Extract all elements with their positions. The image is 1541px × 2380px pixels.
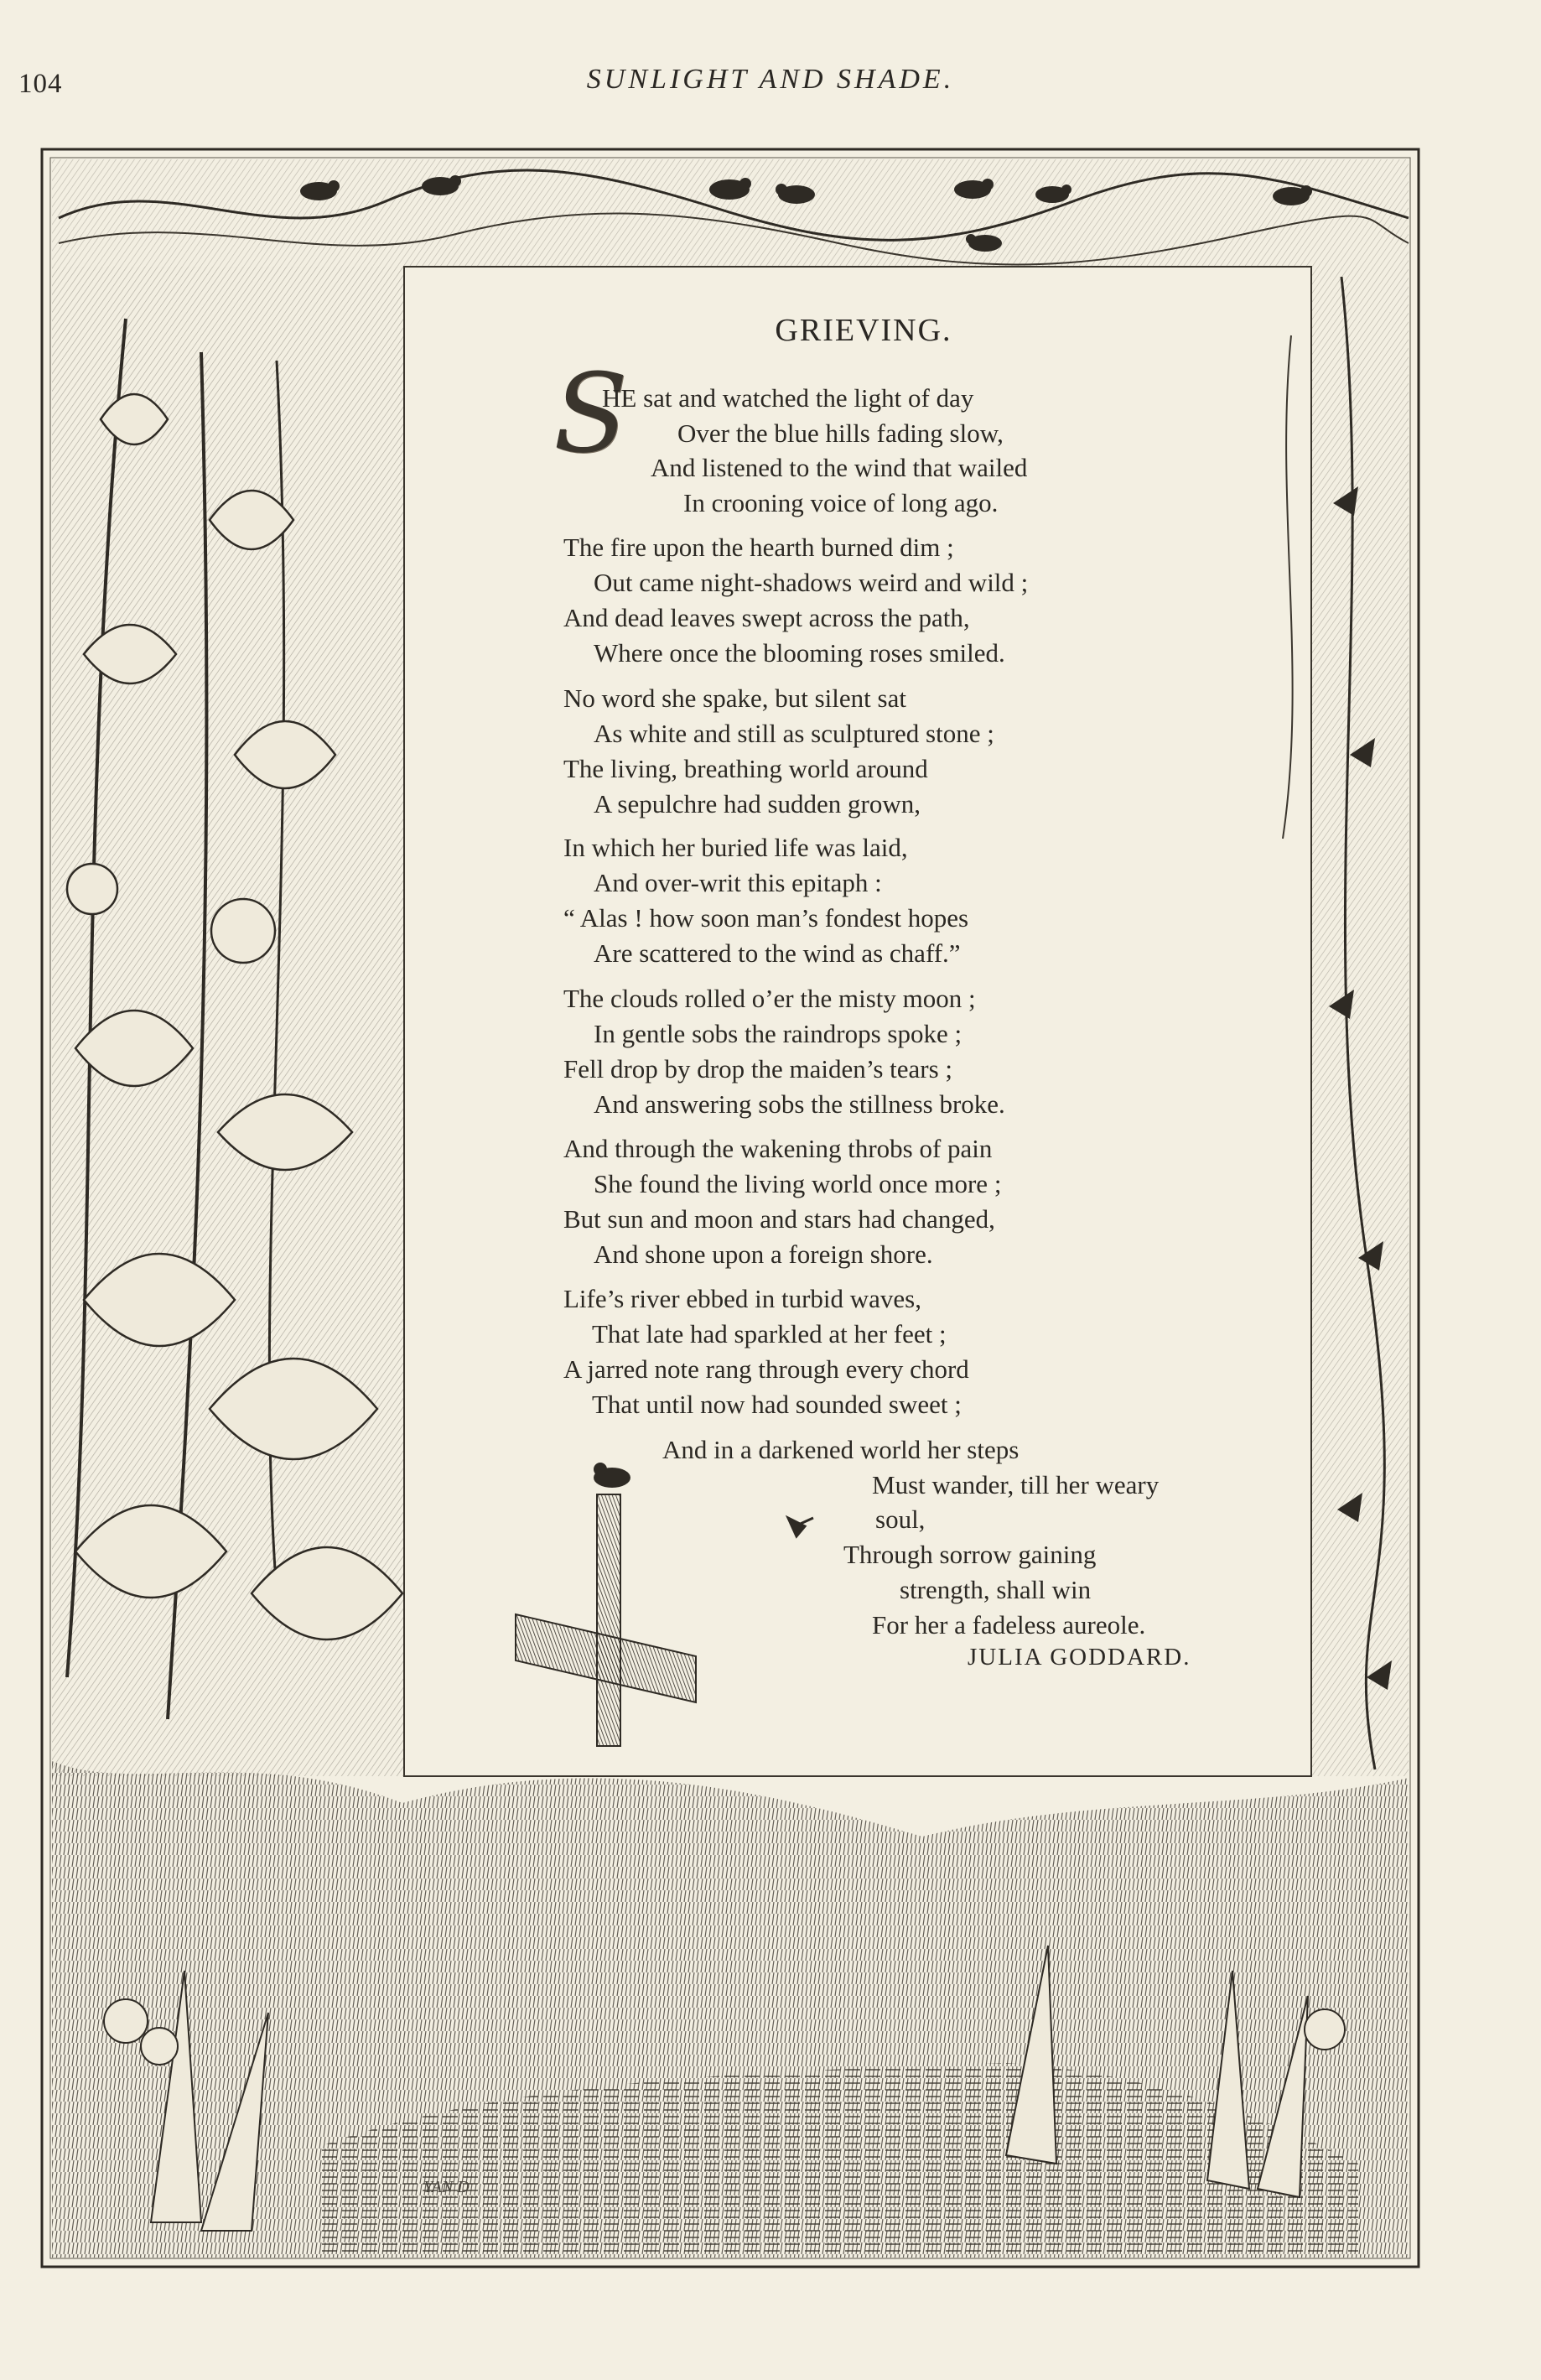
poem-line: And listened to the wind that wailed	[651, 453, 1028, 482]
poem-line: Through sorrow gaining	[843, 1540, 1097, 1569]
poem-line: Are scattered to the wind as chaff.”	[594, 938, 961, 968]
poem-line: A jarred note rang through every chord	[563, 1354, 969, 1384]
poem-line: The clouds rolled o’er the misty moon ;	[563, 984, 976, 1013]
bottom-landscape	[52, 1761, 1409, 2258]
poem-line: The living, breathing world around	[563, 754, 928, 783]
poem-line: But sun and moon and stars had changed,	[563, 1204, 995, 1234]
poem-line: No word she spake, but silent sat	[563, 683, 906, 713]
poem-line: Fell drop by drop the maiden’s tears ;	[563, 1054, 953, 1083]
poem-line: As white and still as sculptured stone ;	[594, 719, 994, 748]
poem-line: And answering sobs the stillness broke.	[594, 1089, 1005, 1119]
poem-line: HE sat and watched the light of day	[602, 383, 974, 413]
poem-author: JULIA GODDARD.	[968, 1644, 1191, 1671]
poem-line: And over-writ this epitaph :	[594, 868, 882, 897]
top-vine-band	[52, 159, 1409, 267]
poem-line: And through the wakening throbs of pain	[563, 1134, 993, 1163]
poem-line: In gentle sobs the raindrops spoke ;	[594, 1019, 962, 1048]
poem-line: In which her buried life was laid,	[563, 833, 908, 862]
poem-line: Where once the blooming roses smiled.	[594, 638, 1005, 668]
running-title: SUNLIGHT AND SHADE.	[586, 64, 955, 95]
poem-line: That late had sparkled at her feet ;	[592, 1319, 947, 1348]
poem-line: For her a fadeless aureole.	[872, 1610, 1146, 1639]
poem-line: And shone upon a foreign shore.	[594, 1239, 933, 1269]
poem-line: The fire upon the hearth burned dim ;	[563, 533, 954, 562]
poem-line: “ Alas ! how soon man’s fondest hopes	[563, 903, 969, 933]
poem-line: She found the living world once more ;	[594, 1169, 1002, 1198]
left-foliage	[52, 267, 404, 1776]
page-number: 104	[18, 69, 63, 99]
poem-line: soul,	[875, 1504, 926, 1534]
poem-title: GRIEVING.	[775, 313, 952, 348]
poem-line: And in a darkened world her steps	[662, 1435, 1020, 1464]
poem-line: strength, shall win	[900, 1575, 1092, 1604]
poem-line: A sepulchre had sudden grown,	[594, 789, 921, 818]
drop-cap: S	[553, 350, 629, 477]
poem-line: And dead leaves swept across the path,	[563, 603, 970, 632]
right-vine-column	[1283, 267, 1409, 1776]
engraver-signature: YAN D	[423, 2178, 470, 2196]
poem-line: In crooning voice of long ago.	[683, 488, 999, 517]
poem-line: That until now had sounded sweet ;	[592, 1390, 962, 1419]
poem-line: Out came night-shadows weird and wild ;	[594, 568, 1029, 597]
poem-line: Over the blue hills fading slow,	[677, 418, 1004, 448]
fence-and-bird	[516, 1463, 813, 1746]
poem-line: Life’s river ebbed in turbid waves,	[563, 1284, 921, 1313]
poem-line: Must wander, till her weary	[872, 1470, 1160, 1499]
